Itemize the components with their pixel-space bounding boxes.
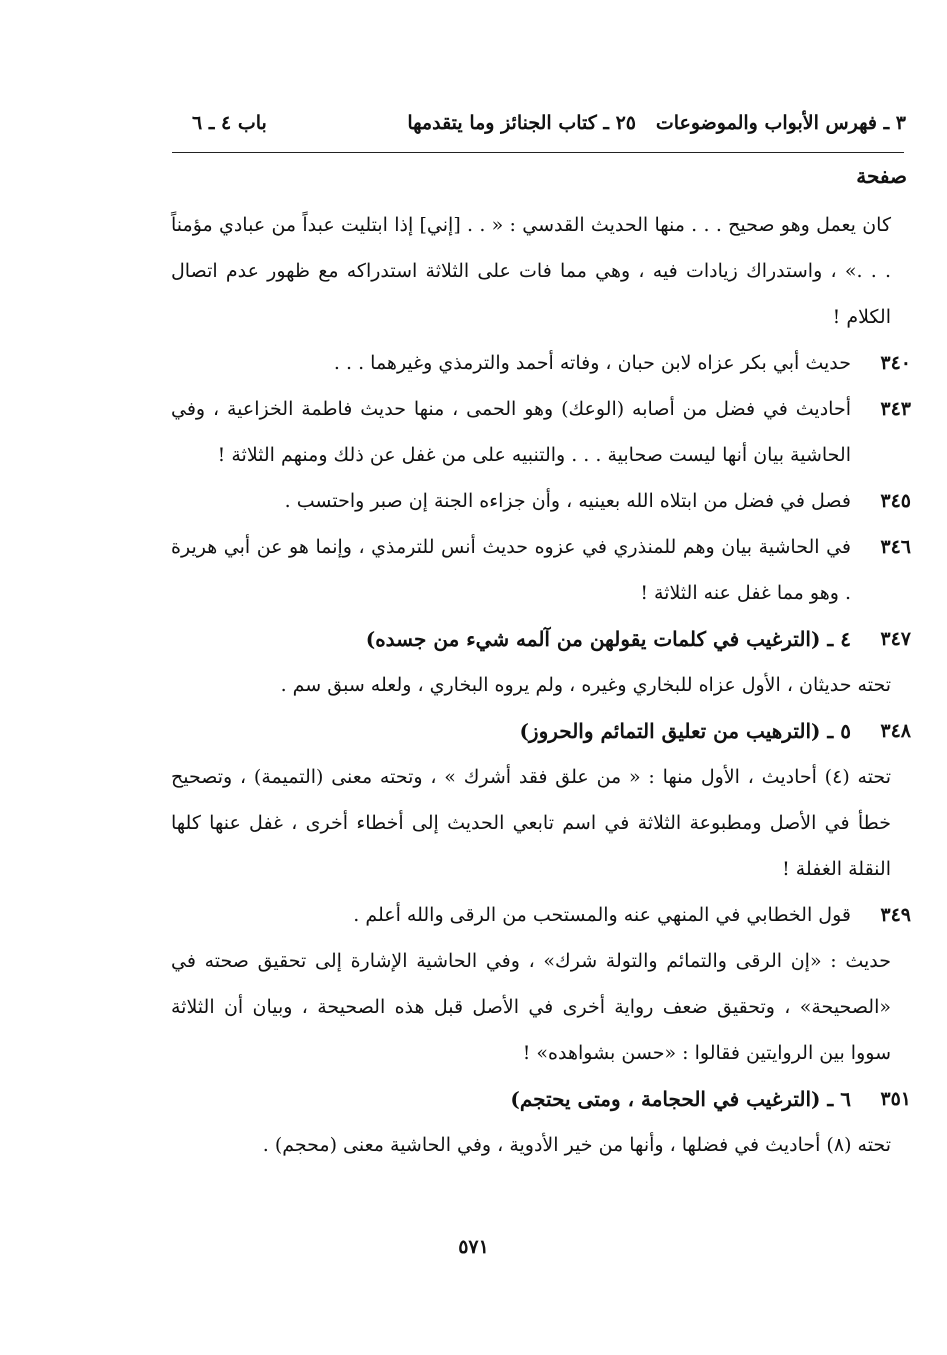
entry-text: ٥ ـ (الترهيب من تعليق التمائم والحروز) (519, 719, 851, 743)
header-section-title: ٣ ـ فهرس الأبواب والموضوعات (655, 112, 906, 134)
entry-text: تحته (٤) أحاديث ، الأول منها : « من علق فقد أشرك » ، وتحته معنى (التميمة) ، وتصحيح خطأ في الأصل ومطبوعة الثلاثة في اسم تابعي الحديث إلى أخطاء أخرى ، غفل عنها كلها النقلة الغفلة ! (171, 766, 891, 880)
index-entry (171, 1122, 911, 1168)
index-entry (171, 938, 911, 1076)
entry-page-number: ٣٤٨ (880, 720, 911, 742)
entry-text: كان يعمل وهو صحيح . . . منها الحديث القدسي : « . . [إني] إذا ابتليت عبداً من عبادي مؤمناً . . .» ، واستدراك زيادات فيه ، وهي مما فات على الثلاثة استدراكه مع ظهور عدم اتصال الكلام ! (171, 214, 891, 328)
header-chapter-range: باب ٤ ـ ٦ (192, 112, 267, 134)
entry-text: حديث أبي بكر عزاه لابن حبان ، وفاته أحمد والترمذي وغيرهما . . . (333, 352, 851, 374)
index-entry (171, 386, 911, 478)
index-entry (171, 202, 911, 340)
entry-page-number: ٣٤٥ (880, 490, 911, 512)
entry-text: قول الخطابي في المنهي عنه والمستحب من الرقى والله أعلم . (353, 904, 851, 926)
index-entry (171, 892, 911, 938)
entry-text: تحته (٨) أحاديث في فضلها ، وأنها من خير الأدوية ، وفي الحاشية معنى (محجم) . (262, 1134, 891, 1156)
index-entry (171, 662, 911, 708)
index-entry (171, 708, 911, 754)
entry-page-number: ٣٤٩ (880, 904, 911, 926)
running-header (172, 112, 906, 146)
entry-text: تحته حديثان ، الأول عزاه للبخاري وغيره ، ولم يروه البخاري ، ولعله سبق سم . (280, 674, 891, 696)
index-entry (171, 754, 911, 892)
page-column-label: صفحة (856, 164, 907, 188)
index-entry (171, 340, 911, 386)
entry-page-number: ٣٤٠ (880, 352, 911, 374)
entry-text: ٤ ـ (الترغيب في كلمات يقولهن من آلمه شيء من جسده) (365, 627, 851, 651)
index-entry (171, 524, 911, 616)
index-entry (171, 1076, 911, 1122)
entry-text: ٦ ـ (الترغيب في الحجامة ، ومتى يحتجم) (510, 1087, 851, 1111)
entry-text: أحاديث في فضل من أصابه (الوعك) وهو الحمى ، منها حديث فاطمة الخزاعية ، وفي الحاشية بيان أنها ليست صحابية . . . والتنبيه على من غفل عن ذلك ومنهم الثلاثة ! (171, 398, 851, 466)
entry-text: حديث : «إن الرقى والتمائم والتولة شرك» ، وفي الحاشية الإشارة إلى تحقيق صحته في «الصحيحة» ، وتحقيق ضعف رواية أخرى في الأصل قبل هذه الصحيحة ، وبيان أن الثلاثة سووا بين الروايتين فقالوا : «حسن بشواهده» ! (171, 950, 891, 1064)
entry-page-number: ٣٤٧ (880, 628, 911, 650)
index-entries (171, 202, 911, 1168)
entry-page-number: ٣٥١ (880, 1088, 911, 1110)
entry-text: فصل في فضل من ابتلاه الله بعينيه ، وأن جزاءه الجنة إن صبر واحتسب . (284, 490, 851, 512)
header-book-title: ٢٥ ـ كتاب الجنائز وما يتقدمها (407, 112, 636, 134)
entry-text: في الحاشية بيان وهم للمنذري في عزوه حديث أنس للترمذي ، وإنما هو عن أبي هريرة . وهو مما غفل عنه الثلاثة ! (171, 536, 851, 604)
header-rule (172, 152, 904, 153)
index-entry (171, 478, 911, 524)
index-entry (171, 616, 911, 662)
page-number: ٥٧١ (458, 1236, 489, 1258)
entry-page-number: ٣٤٣ (880, 398, 911, 420)
entry-page-number: ٣٤٦ (880, 536, 911, 558)
